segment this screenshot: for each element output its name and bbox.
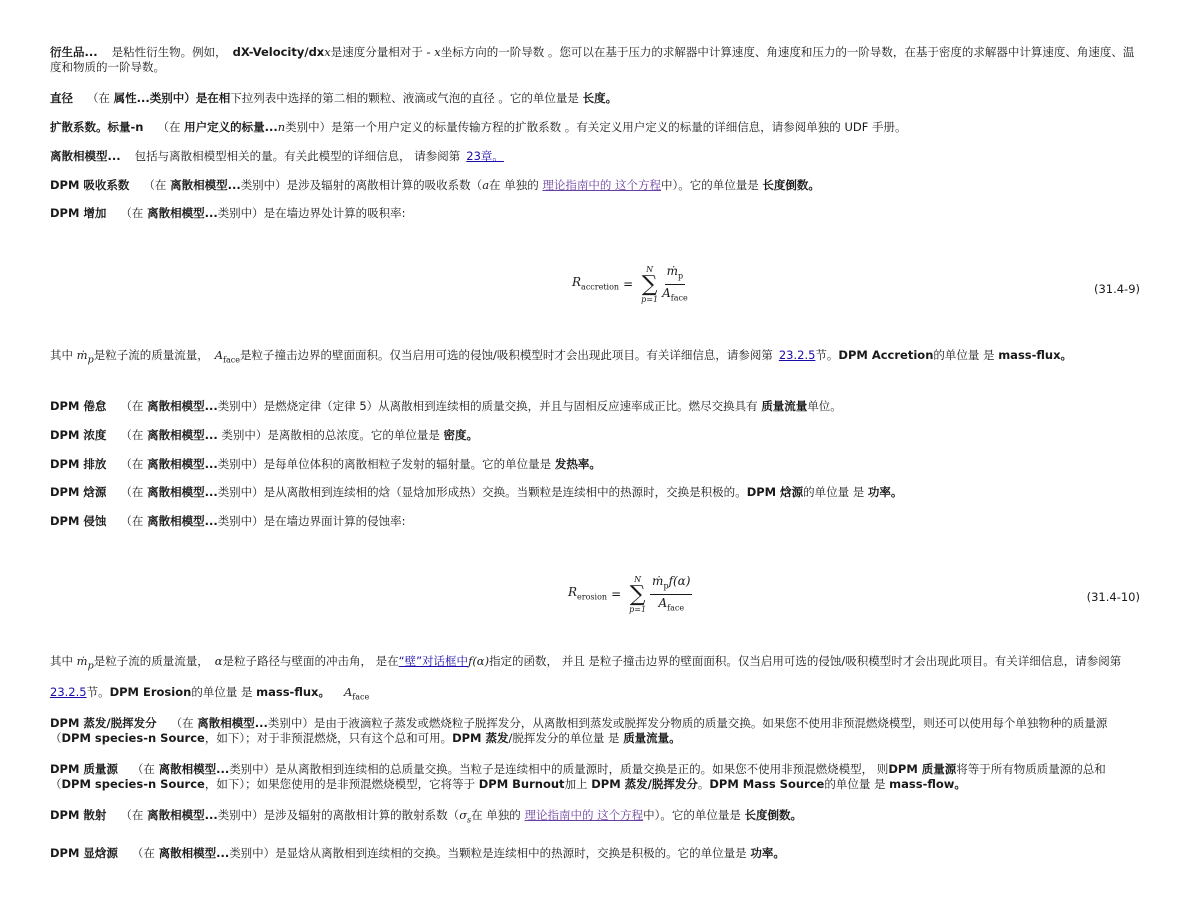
entry-dpm-mass-source	[50, 762, 1142, 792]
dpm-mass-source-text-1: 类别中）是从离散相到连续相的总质量交换。当粒子是连续相中的质量源时，质量交换是正的。如果您不使用非预混燃烧模型， 则	[229, 762, 889, 776]
dpm-concentration-paren: （在	[120, 428, 144, 442]
dpm-enthalpy-unit: 功率。	[867, 485, 903, 499]
erosion-explanation	[50, 648, 1142, 711]
dpm-emission-unit: 发热率。	[554, 457, 601, 471]
dpm-absorption-paren: （在	[143, 178, 167, 192]
dpm-absorption-text-2: 在 单独的	[489, 178, 539, 192]
dpm-enthalpy-text: 类别中）是从离散相到连续相的焓（显焓加形成热）交换。当颗粒是连续相中的热源时，交换是积极的。	[217, 485, 747, 499]
dpm-sensible-unit: 功率。	[750, 846, 785, 860]
term-dpm-concentration: DPM 浓度	[50, 428, 107, 442]
entry-dpm-emission	[50, 457, 1142, 472]
dpm-absorption-category: 离散相模型...	[170, 178, 241, 192]
erosion-where-bold-1: DPM Erosion	[109, 685, 192, 700]
diffusion-paren: （在	[157, 120, 181, 134]
dpm-absorption-text-1: 类别中）是涉及辐射的离散相计算的吸收系数（	[240, 178, 483, 192]
dpm-evaporation-bold-2: DPM 蒸发	[452, 731, 509, 745]
dpm-mass-source-bold-3: DPM Burnout	[478, 777, 565, 791]
dpm-mass-source-bold-1: DPM 质量源	[888, 762, 957, 776]
eq-erosion-equals: =	[611, 587, 622, 602]
dpm-burnout-text: 类别中）是燃烧定律（定律 5）从离散相到连续相的质量交换，并且与固相反应速率成正比。燃尽交换具有	[217, 399, 758, 413]
dpm-scattering-category: 离散相模型...	[147, 808, 218, 822]
dpm-accretion-category: 离散相模型...	[147, 206, 218, 220]
erosion-where-text-3: 是粒子路径与壁面的冲击角， 是在	[222, 654, 399, 668]
dpm-emission-text: 类别中）是每单位体积的离散相粒子发射的辐射量。它的单位量是	[217, 457, 552, 471]
section-23-2-5-link[interactable]: 23.2.5	[778, 348, 816, 362]
term-dpm-accretion: DPM 增加	[50, 206, 107, 220]
term-dpm-model: 离散相模型...	[50, 149, 121, 163]
derivatives-code: dX-Velocity/dx	[232, 45, 325, 59]
entry-dpm-sensible-enthalpy	[50, 846, 1142, 861]
entry-derivatives	[50, 45, 1142, 75]
entry-diffusion-coef	[50, 120, 1142, 135]
term-diameter: 直径	[50, 91, 73, 105]
term-diffusion-coef: 扩散系数。标量-n	[50, 120, 144, 134]
entry-dpm-absorption	[50, 178, 1142, 193]
eq-erosion-lhs: $R_{erosion}$	[568, 585, 608, 602]
equation-accretion-formula	[572, 264, 688, 306]
erosion-var-aface: $A_{face}$	[343, 685, 370, 702]
accretion-where-text-4: 节。	[815, 348, 839, 362]
dpm-scattering-text-1: 类别中）是涉及辐射的离散相计算的散射系数（	[217, 808, 460, 822]
dpm-erosion-paren: （在	[120, 514, 144, 528]
dpm-mass-source-text-4: 加上	[564, 777, 588, 791]
eq-accretion-sum: N ∑ p=1	[641, 264, 659, 304]
entry-dpm-model	[50, 149, 1142, 164]
dpm-evaporation-bold-1: DPM species-n Source	[61, 731, 205, 745]
dpm-mass-source-text-2: 将等于所有物质质量源的总和（	[50, 762, 1106, 791]
eq-accretion-equals: =	[623, 277, 634, 292]
dpm-mass-source-unit: mass-flow。	[889, 777, 966, 791]
eq-erosion-sum: N ∑ p=1	[629, 574, 647, 614]
dpm-burnout-unit: 质量流量	[761, 399, 808, 413]
term-dpm-burnout: DPM 倦怠	[50, 399, 107, 413]
entry-dpm-scattering	[50, 808, 1142, 827]
dpm-absorption-text-3: 中）。它的单位量是	[661, 178, 759, 192]
diameter-category: 属性...类别中）是在相	[113, 91, 231, 105]
accretion-where-bold-1: DPM Accretion	[838, 348, 934, 362]
derivatives-var-x2: x	[434, 45, 441, 59]
accretion-where-text-1: 其中	[50, 348, 73, 362]
erosion-where-unit: mass-flux。	[256, 685, 330, 700]
entry-dpm-burnout	[50, 399, 1142, 414]
dpm-enthalpy-bold: DPM 焓源	[746, 485, 804, 499]
dpm-burnout-category: 离散相模型...	[147, 399, 218, 413]
equation-erosion	[0, 570, 1192, 630]
term-dpm-evaporation: DPM 蒸发/脱挥发分	[50, 716, 157, 730]
dpm-emission-paren: （在	[120, 457, 144, 471]
dpm-evaporation-text-1: 类别中）是由于液滴粒子蒸发或燃烧粒子脱挥发分，从离散相到蒸发或脱挥发分物质的质量交换。如果您不使用非预混燃烧模型，则还可以使用每个单独物种的质量源（	[50, 716, 1108, 745]
entry-diameter	[50, 91, 1142, 106]
term-dpm-emission: DPM 排放	[50, 457, 107, 471]
dpm-evaporation-text-3: /脱挥发分的单位量 是	[508, 731, 620, 745]
accretion-where-text-5: 的单位量 是	[933, 348, 995, 362]
term-dpm-scattering: DPM 散射	[50, 808, 107, 822]
eq-accretion-lhs: $R_{accretion}$	[572, 275, 620, 292]
dpm-scattering-text-2: 在 单独的	[471, 808, 521, 822]
erosion-where-text-4: 指定的函数， 并且 是粒子撞击边界的壁面面积。仅当启用可选的侵蚀/吸积模型时才会出现此项目。有关详细信息，请参阅第	[489, 654, 1122, 668]
dpm-enthalpy-paren: （在	[120, 485, 144, 499]
derivatives-text-2: 是速度分量相对于 -	[330, 45, 431, 59]
diffusion-category: 用户定义的标量...	[184, 120, 278, 134]
dpm-sensible-category: 离散相模型...	[158, 846, 230, 860]
dpm-mass-source-text-3: ，如下）；如果您使用的是非预混燃烧模型，它将等于	[204, 777, 476, 791]
dpm-scattering-paren: （在	[120, 808, 144, 822]
dpm-concentration-unit: 密度。	[443, 428, 478, 442]
dpm-erosion-text: 类别中）是在墙边界面计算的侵蚀率:	[217, 514, 406, 528]
term-dpm-absorption: DPM 吸收系数	[50, 178, 130, 192]
dpm-scattering-unit: 长度倒数。	[744, 808, 803, 822]
dpm-model-text: 包括与离散相模型相关的量。有关此模型的详细信息， 请参阅第	[134, 149, 461, 163]
dpm-mass-source-text-6: 的单位量 是	[824, 777, 886, 791]
accretion-var-mdot: ṁ$_p$	[76, 348, 94, 366]
dpm-mass-source-category: 离散相模型...	[158, 762, 230, 776]
term-derivatives: 衍生品...	[50, 45, 98, 59]
dpm-sensible-text: 类别中）是显焓从离散相到连续相的交换。当颗粒是连续相中的热源时，交换是积极的。它的单位量是	[229, 846, 747, 860]
term-dpm-enthalpy: DPM 焓源	[50, 485, 107, 499]
derivatives-text-3: 坐标方向的一阶导数 。您可以在基于压力的求解器中计算速度、角速度和压力的一阶导数，在基于密度的求解器中计算速度、角速度、温度和物质的一阶导数。	[50, 45, 1135, 74]
dpm-enthalpy-category: 离散相模型...	[147, 485, 218, 499]
term-dpm-mass-source: DPM 质量源	[50, 762, 118, 776]
erosion-var-f-alpha: f(α)	[468, 654, 490, 668]
diameter-paren: （在	[87, 91, 110, 105]
dpm-emission-category: 离散相模型...	[147, 457, 218, 471]
erosion-var-alpha: α	[214, 654, 223, 668]
erosion-where-text-2: 是粒子流的质量流量，	[93, 654, 209, 668]
term-dpm-sensible-enthalpy: DPM 显焓源	[50, 846, 118, 860]
erosion-var-mdot: ṁ$_p$	[76, 654, 94, 672]
equation-erosion-formula	[568, 574, 692, 616]
erosion-where-text-6: 的单位量 是	[191, 685, 253, 700]
dpm-concentration-category: 离散相模型...	[147, 428, 218, 442]
dpm-enthalpy-text-2: 的单位量 是	[803, 485, 865, 499]
dpm-mass-source-bold-5: DPM Mass Source	[709, 777, 825, 791]
accretion-var-aface: $A_{face}$	[214, 348, 240, 365]
dpm-burnout-tail: 单位。	[807, 399, 842, 413]
accretion-where-unit: mass-flux。	[998, 348, 1073, 362]
wall-dialog-link[interactable]: “壁”对话框中	[398, 654, 469, 668]
entry-dpm-concentration	[50, 428, 1142, 443]
entry-dpm-erosion	[50, 514, 1142, 529]
dpm-scattering-text-3: 中）。它的单位量是	[643, 808, 741, 822]
eq-erosion-fraction: $\frac{ṁ_pf(\alpha)}{A_{face}}$	[652, 574, 691, 613]
dpm-evaporation-category: 离散相模型...	[197, 716, 268, 730]
dpm-accretion-paren: （在	[120, 206, 144, 220]
dpm-concentration-text: 类别中）是离散相的总浓度。它的单位量是	[221, 428, 440, 442]
dpm-absorption-unit: 长度倒数。	[762, 178, 820, 192]
dpm-sensible-paren: （在	[131, 846, 155, 860]
chapter-23-link[interactable]: 23章。	[466, 149, 504, 163]
derivatives-text-1: 是粘性衍生物。例如，	[111, 45, 227, 59]
entry-dpm-enthalpy	[50, 485, 1142, 500]
dpm-evaporation-paren: （在	[170, 716, 194, 730]
diffusion-text: 类别中）是第一个用户定义的标量传输方程的扩散系数 。有关定义用户定义的标量的详细信息，请参阅单独的 UDF 手册。	[285, 120, 907, 134]
theory-guide-equation-link-2[interactable]: 理论指南中的 这个方程	[524, 808, 644, 822]
section-23-2-5-link-2[interactable]: 23.2.5	[50, 685, 87, 700]
dpm-absorption-var-a: a	[482, 178, 490, 192]
dpm-mass-source-bold-2: DPM species-n Source	[61, 777, 205, 791]
dpm-erosion-category: 离散相模型...	[147, 514, 218, 528]
accretion-where-text-3: 是粒子撞击边界的壁面面积。仅当启用可选的侵蚀/吸积模型时才会出现此项目。有关详细信息，请参阅第	[239, 348, 773, 362]
dpm-evaporation-text-2: ，如下）；对于非预混燃烧，只有这个总和可用。	[204, 731, 453, 745]
accretion-where-text-2: 是粒子流的质量流量，	[93, 348, 209, 362]
theory-guide-equation-link[interactable]: 理论指南中的 这个方程	[542, 178, 662, 192]
equation-number-accretion: (31.4-9)	[1093, 282, 1140, 296]
entry-dpm-evaporation	[50, 716, 1142, 746]
eq-accretion-fraction: $\frac{ṁ_p}{A_{face}}$	[662, 264, 688, 303]
dpm-mass-source-paren: （在	[131, 762, 155, 776]
erosion-where-text-1: 其中	[50, 654, 73, 668]
equation-number-erosion: (31.4-10)	[1086, 590, 1140, 604]
derivatives-var-x: x	[324, 45, 331, 59]
entry-dpm-accretion	[50, 206, 1142, 221]
diameter-unit: 长度。	[582, 91, 618, 105]
dpm-mass-source-bold-4: DPM 蒸发/脱挥发分	[591, 777, 698, 791]
diffusion-var-n: n	[277, 120, 286, 134]
dpm-scattering-var-sigma: $\sigma_s$	[459, 808, 472, 825]
equation-accretion	[0, 260, 1192, 320]
dpm-accretion-text: 类别中）是在墙边界处计算的吸积率:	[217, 206, 406, 220]
dpm-burnout-paren: （在	[120, 399, 144, 413]
term-dpm-erosion: DPM 侵蚀	[50, 514, 107, 528]
diameter-text: 下拉列表中选择的第二相的颗粒、液滴或气泡的直径 。它的单位量是	[230, 91, 579, 105]
dpm-mass-source-text-5: 。	[697, 777, 710, 791]
erosion-where-text-5: 节。	[86, 685, 110, 700]
accretion-explanation	[50, 343, 1142, 372]
dpm-evaporation-unit: 质量流量。	[623, 731, 681, 745]
